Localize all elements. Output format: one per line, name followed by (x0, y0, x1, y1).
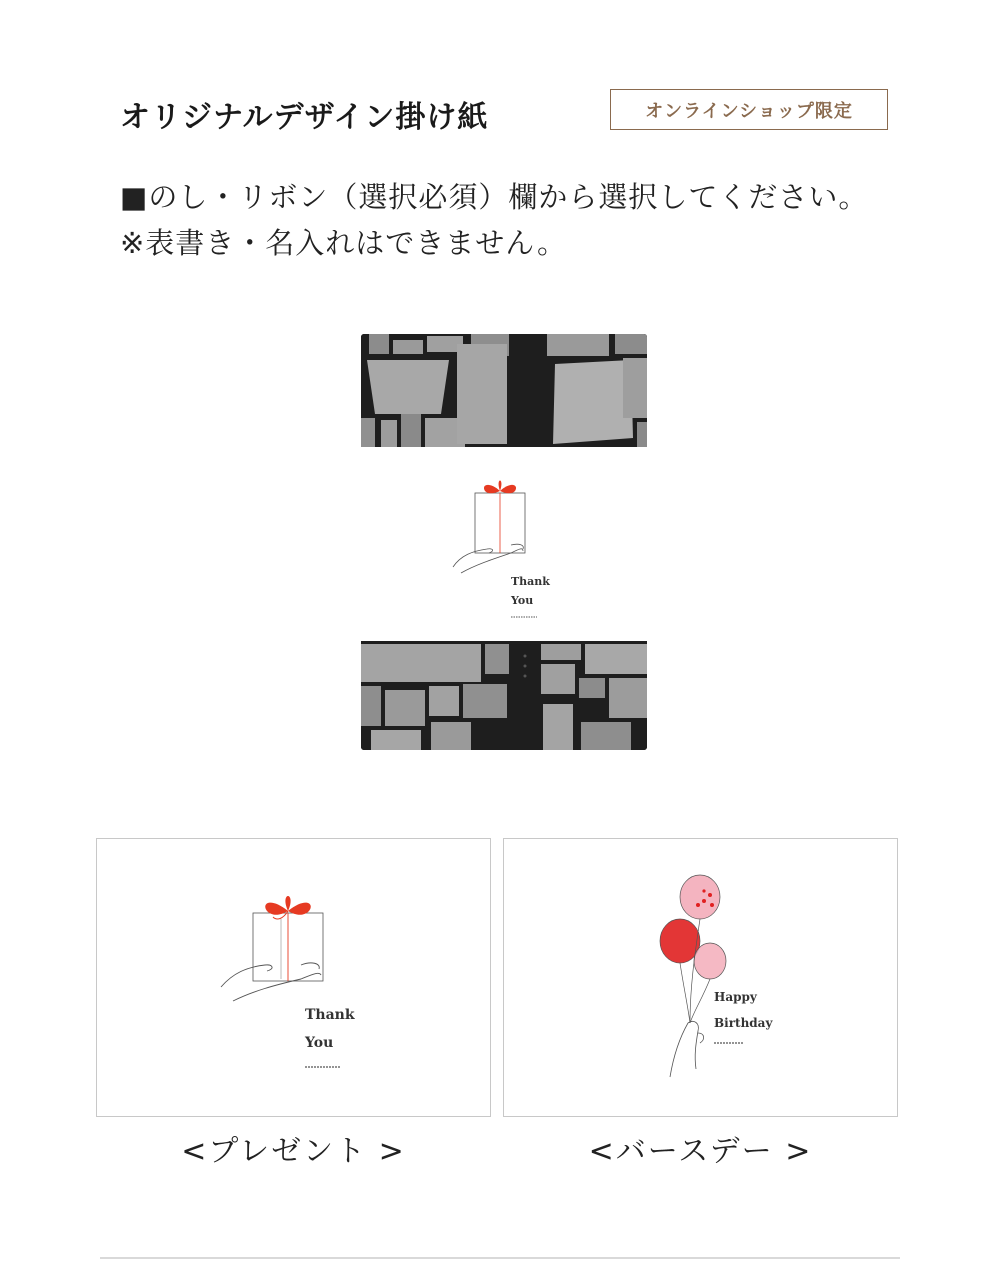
note-no-name-printing: ※表書き・名入れはできません。 (120, 226, 568, 260)
caption-present: <プレゼント > (181, 1134, 406, 1169)
present-illustration (97, 839, 490, 1116)
package-preview-image (361, 334, 647, 750)
notes-block (120, 174, 920, 266)
package-card-line2: You (511, 594, 534, 607)
caption-birthday: <バースデー > (588, 1134, 813, 1169)
bottom-divider (100, 1257, 900, 1259)
package-band-illustration (361, 447, 647, 641)
online-only-badge: オンラインショップ限定 (610, 89, 888, 130)
note-select-required: ■のし・リボン（選択必須）欄から選択してください。 (120, 180, 869, 214)
present-card-line2: You (305, 1035, 334, 1051)
design-card-birthday (503, 838, 898, 1117)
birthday-card-line1: Happy (714, 990, 757, 1004)
present-card-line1: Thank (305, 1007, 355, 1023)
birthday-illustration (504, 839, 897, 1116)
birthday-card-line2: Birthday (714, 1016, 773, 1030)
page-title: オリジナルデザイン掛け紙 (120, 100, 489, 135)
package-card-line1: Thank (511, 575, 550, 588)
package-band (361, 447, 647, 641)
design-card-present (96, 838, 491, 1117)
